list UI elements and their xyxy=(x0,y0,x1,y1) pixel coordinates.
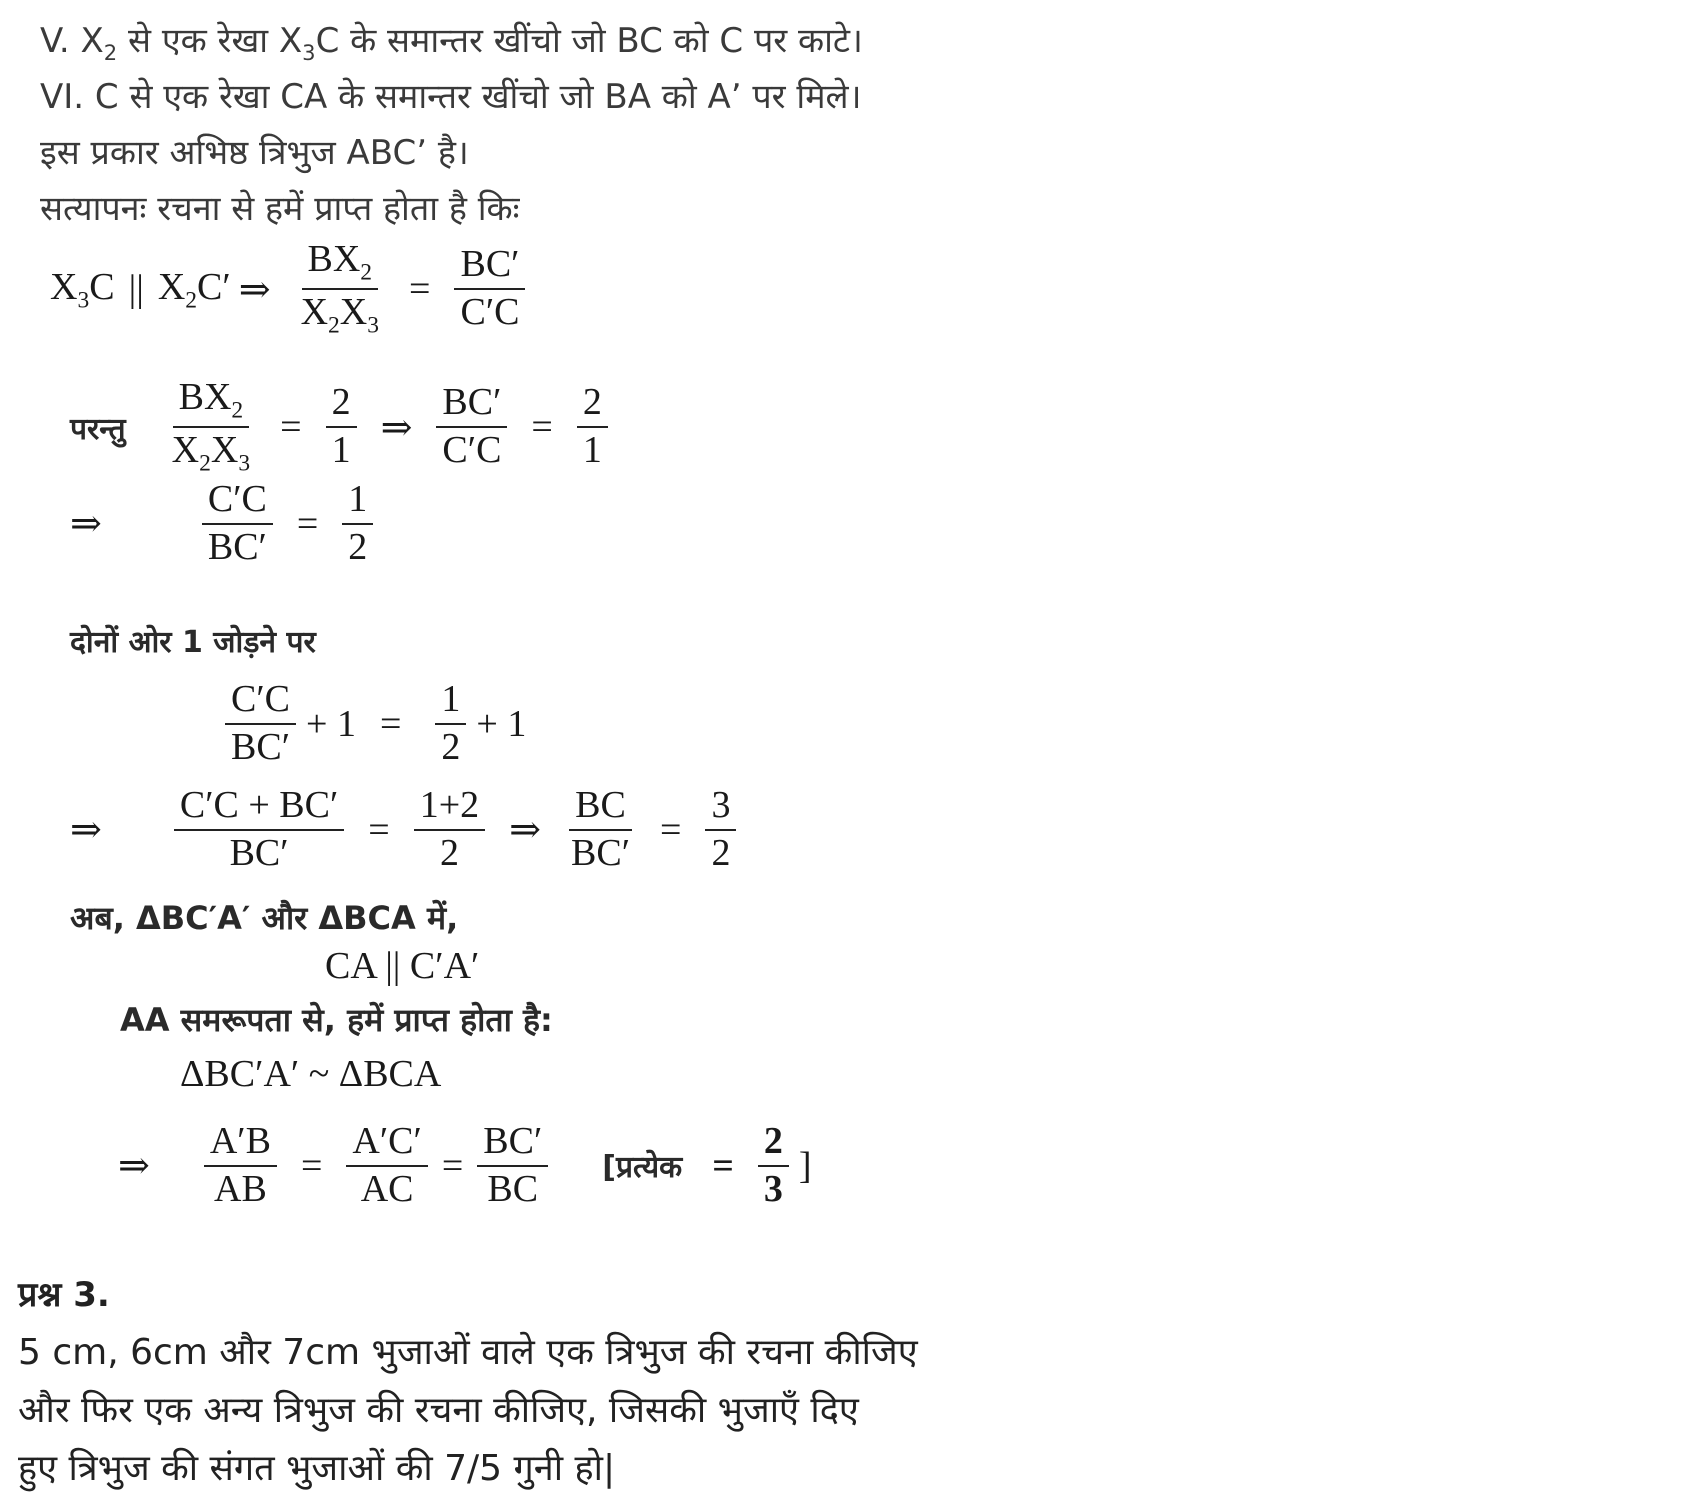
equals-symbol: = xyxy=(712,1144,734,1187)
fraction: $\frac{BC'}{BC}$ xyxy=(477,1122,548,1210)
fraction: $\frac{1+2}{2}$ xyxy=(414,786,485,874)
fraction: $\frac{BC}{BC'}$ xyxy=(571,784,631,874)
equals-symbol: = xyxy=(280,406,302,449)
fraction: $\frac{3}{2}$ xyxy=(705,786,736,874)
verification-line: सत्यापनः रचना से हमें प्राप्त होता है किः xyxy=(40,189,520,229)
step-v-text: C के समान्तर खींचो जो BC को C पर काटे। xyxy=(315,21,863,61)
fraction: $\frac{2}{1}$ xyxy=(326,383,357,471)
equals-symbol: = xyxy=(300,1144,323,1187)
fraction: $\frac{BC'}{C'C}$ xyxy=(454,245,525,333)
plus-one: + 1 xyxy=(476,702,527,745)
implies-symbol: ⇒ xyxy=(70,503,102,546)
each-bracket-close: ] xyxy=(798,1144,812,1187)
step-vi: VI. C से एक रेखा CA के समान्तर खींचो जो BA को A’ पर मिले। xyxy=(40,77,862,117)
implies-symbol: ⇒ xyxy=(70,809,102,852)
equals-symbol: = xyxy=(368,808,390,851)
parallel-symbol: || xyxy=(128,268,144,311)
fraction: $\frac{1}{2}$ xyxy=(435,680,466,768)
parallel-line: CA || C′A′ xyxy=(325,945,480,987)
fraction: $\frac{A'C'}{AC}$ xyxy=(346,1122,427,1210)
each-bracket-open: [प्रत्येक xyxy=(602,1150,683,1186)
equals-symbol: = xyxy=(531,406,553,449)
fraction: $\frac{C'C}{BC'}$ xyxy=(202,480,273,568)
but-label: परन्तु xyxy=(70,411,126,447)
fraction: $\frac{C'C + BC'}{BC'}$ xyxy=(174,786,344,874)
step-v xyxy=(40,16,863,65)
eq1-lhs-b: $X_2C'$ xyxy=(157,265,231,314)
equation-6 xyxy=(118,1122,812,1210)
step-v-text: V. X xyxy=(40,21,104,61)
step-v-sub: 3 xyxy=(302,39,316,65)
eq1-lhs-a: $X_3C$ xyxy=(50,265,115,314)
fraction: $\frac{C'C}{BC'}$ xyxy=(225,680,296,768)
equals-symbol: = xyxy=(409,268,431,311)
fraction: $\frac{2}{3}$ xyxy=(758,1122,789,1210)
implies-symbol: ⇒ xyxy=(509,809,542,852)
fraction: $\frac{BX_2}{X_2X_3}$ xyxy=(171,376,251,477)
implies-symbol: ⇒ xyxy=(380,406,413,449)
question-title: प्रश्न 3. xyxy=(18,1275,110,1315)
equation-1 xyxy=(50,240,535,339)
equation-4 xyxy=(215,680,526,768)
question-line-3: हुए त्रिभुज की संगत भुजाओं की 7/5 गुनी हो| xyxy=(18,1448,616,1489)
fraction: $\frac{2}{1}$ xyxy=(577,383,608,471)
fraction: $\frac{1}{2}$ xyxy=(342,480,373,568)
step-v-text: से एक रेखा X xyxy=(117,21,303,61)
equals-symbol: = xyxy=(660,808,682,851)
equals-symbol: = xyxy=(296,502,319,545)
equation-5 xyxy=(70,786,746,874)
fraction: $\frac{A'B}{AB}$ xyxy=(204,1122,277,1210)
implies-symbol: ⇒ xyxy=(238,268,271,311)
conclusion-line: इस प्रकार अभिष्ठ त्रिभुज ABC’ है। xyxy=(40,133,469,173)
step-v-sub: 2 xyxy=(103,39,118,65)
equals-symbol: = xyxy=(379,702,402,745)
add-one-line: दोनों ओर 1 जोड़ने पर xyxy=(70,625,316,660)
equation-2 xyxy=(70,378,618,477)
equation-3 xyxy=(70,480,383,568)
similarity-statement: ΔBC′A′ ~ ΔBCA xyxy=(180,1053,442,1095)
equals-symbol: = xyxy=(441,1144,464,1187)
fraction: $\frac{BX_2}{X_2X_3}$ xyxy=(300,238,380,339)
question-line-1: 5 cm, 6cm और 7cm भुजाओं वाले एक त्रिभुज की रचना कीजिए xyxy=(18,1332,918,1373)
question-line-2: और फिर एक अन्य त्रिभुज की रचना कीजिए, जिसकी भुजाएँ दिए xyxy=(18,1390,859,1431)
now-line: अब, ΔBC′A′ और ΔBCA में, xyxy=(70,899,459,937)
implies-symbol: ⇒ xyxy=(118,1145,150,1188)
plus-one: + 1 xyxy=(306,702,356,745)
fraction: $\frac{BC'}{C'C}$ xyxy=(436,383,507,471)
aa-similarity-line: AA समरूपता से, हमें प्राप्त होता है: xyxy=(120,1001,553,1039)
